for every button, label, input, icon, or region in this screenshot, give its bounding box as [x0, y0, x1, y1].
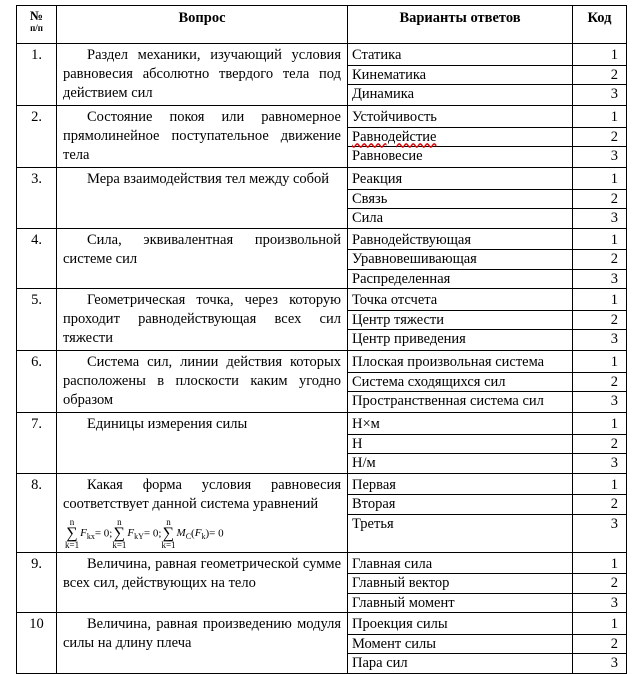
question-text: Величина, равная произведению модуля силы на длину плеча [63, 616, 341, 651]
answer-code: 3 [610, 86, 618, 102]
question-cell [57, 228, 348, 289]
sigma-glyph: ∑ [162, 524, 175, 542]
equals-zero: = 0; [143, 527, 162, 540]
answer-option: Пара сил [352, 655, 408, 671]
paren-open: ( [191, 527, 195, 540]
row-number: 9. [17, 552, 57, 613]
answer-option: Статика [348, 46, 572, 66]
codes-cell [573, 552, 627, 613]
header-question: Вопрос [57, 6, 348, 44]
answer-code: 2 [573, 66, 626, 86]
term-fk [194, 527, 206, 542]
answer-code: 2 [573, 311, 626, 331]
header-code: Код [573, 6, 627, 44]
answer-option: Реакция [348, 170, 572, 190]
answer-code: 3 [610, 210, 618, 226]
answer-option: Н/м [352, 455, 376, 471]
answer-option: Главный момент [352, 594, 455, 611]
header-answers: Варианты ответов [348, 6, 573, 44]
question-text: Раздел механики, изучающий условия равновесия абсолютно твердого тела под действием сил [63, 47, 341, 101]
term-moment-symbol: M [176, 527, 186, 540]
row-number: 3. [17, 168, 57, 229]
question-cell [57, 413, 348, 474]
answer-option: Равновесие [352, 148, 423, 164]
answers-cell [348, 44, 573, 106]
sum-lower-limit: k=1 [112, 539, 127, 550]
table-body [17, 44, 627, 674]
sum-symbol [161, 518, 175, 550]
row-number: 7. [17, 413, 57, 474]
answer-option: Третья [352, 515, 394, 532]
table-row [17, 473, 627, 552]
answer-option: Уравновешивающая [348, 250, 572, 270]
table-row [17, 289, 627, 351]
sum-upper-limit: n [117, 516, 122, 527]
answer-option: Главная сила [348, 555, 572, 575]
answer-option: Центр приведения [352, 331, 466, 347]
table-row [17, 106, 627, 168]
header-num-sub: п/п [30, 23, 43, 33]
answers-cell [348, 613, 573, 674]
question-cell [57, 613, 348, 674]
question-text: Единицы измерения силы [87, 416, 248, 432]
table-row [17, 228, 627, 289]
answers-cell [348, 289, 573, 351]
answer-option: Проекция силы [348, 615, 572, 635]
answer-code: 2 [573, 435, 626, 455]
answer-code: 3 [610, 270, 618, 287]
question-text: Какая форма условия равновесия соответствует данной система уравнений [63, 476, 341, 512]
question-cell [57, 552, 348, 613]
answer-option: Главный вектор [348, 574, 572, 594]
term-fy-symbol: F [127, 527, 135, 540]
answer-option: Вторая [348, 495, 572, 515]
answer-code: 3 [610, 455, 618, 471]
codes-cell [573, 106, 627, 168]
answers-cell [348, 473, 573, 552]
header-row [17, 6, 627, 44]
answer-option: Момент силы [348, 635, 572, 655]
answer-option: Плоская произвольная система [348, 353, 572, 373]
codes-cell [573, 413, 627, 474]
answer-code: 2 [573, 373, 626, 393]
answer-option: Н×м [348, 415, 572, 435]
question-cell [57, 289, 348, 351]
answers-cell [348, 106, 573, 168]
sum-symbol [112, 518, 126, 550]
answer-code: 2 [573, 574, 626, 594]
row-number: 4. [17, 228, 57, 289]
row-number: 10 [17, 613, 57, 674]
row-number: 8. [17, 473, 57, 552]
answer-option: Центр тяжести [348, 311, 572, 331]
answer-option: Распределенная [352, 270, 451, 287]
row-number: 5. [17, 289, 57, 351]
codes-cell [573, 289, 627, 351]
question-cell [57, 106, 348, 168]
sum-upper-limit: n [69, 516, 75, 527]
paren-close: ) [205, 527, 210, 540]
answer-option: Устойчивость [348, 108, 572, 128]
answer-code: 3 [610, 655, 618, 671]
sum-lower-limit: k=1 [65, 539, 80, 550]
term-moment [176, 527, 192, 542]
answer-code: 1 [573, 615, 626, 635]
table-row [17, 44, 627, 106]
answer-option: Связь [348, 190, 572, 210]
row-number: 6. [17, 351, 57, 413]
answer-option: Н [348, 435, 572, 455]
header-num [17, 6, 57, 44]
answer-code: 1 [573, 555, 626, 575]
answers-cell [348, 168, 573, 229]
equilibrium-formula [63, 518, 341, 550]
answer-code: 2 [573, 190, 626, 210]
answer-option: Первая [348, 476, 572, 496]
equals-zero-final: = 0 [209, 527, 224, 540]
equals-zero: = 0; [94, 527, 113, 540]
table-row [17, 613, 627, 674]
answer-code: 2 [573, 128, 626, 148]
answer-code: 2 [573, 495, 626, 515]
test-table [16, 5, 627, 674]
term-fx-symbol: F [80, 527, 87, 540]
answer-code: 3 [610, 331, 618, 347]
answers-cell [348, 228, 573, 289]
codes-cell [573, 44, 627, 106]
sigma-glyph: ∑ [66, 524, 78, 542]
answer-code: 1 [573, 353, 626, 373]
codes-cell [573, 168, 627, 229]
answer-code: 1 [573, 476, 626, 496]
question-text: Геометрическая точка, через которую проходит равнодействующая всех сил тяжести [63, 292, 341, 346]
answer-code: 1 [573, 46, 626, 66]
question-text: Мера взаимодействия тел между собой [87, 171, 330, 187]
answer-option: Динамика [352, 86, 415, 102]
header-num-symbol: № [29, 8, 44, 23]
question-cell [57, 168, 348, 229]
answer-code: 2 [573, 635, 626, 655]
answer-code: 2 [573, 250, 626, 270]
answer-code: 1 [573, 108, 626, 128]
answer-code: 3 [610, 393, 618, 409]
codes-cell [573, 473, 627, 552]
term-fx-index: kx [86, 532, 95, 542]
answer-code: 1 [573, 170, 626, 190]
question-text: Состояние покоя или равномерное прямолинейное поступательное движение тела [63, 109, 341, 163]
answer-option: Сила [352, 210, 384, 226]
sum-lower-limit: k=1 [161, 539, 176, 550]
term-moment-index: C [185, 532, 192, 542]
sum-symbol [65, 518, 79, 550]
term-fy-index: kY [134, 532, 144, 542]
sigma-glyph: ∑ [113, 524, 126, 542]
term-fx [80, 527, 95, 542]
answer-code: 3 [610, 148, 618, 164]
answer-code: 1 [573, 231, 626, 251]
table-row [17, 168, 627, 229]
table-row [17, 552, 627, 613]
answers-cell [348, 552, 573, 613]
answer-option: Кинематика [348, 66, 572, 86]
question-text: Сила, эквивалентная произвольной системе сил [63, 231, 341, 267]
answers-cell [348, 351, 573, 413]
term-fy [127, 527, 144, 542]
codes-cell [573, 351, 627, 413]
question-cell [57, 351, 348, 413]
answer-code: 3 [610, 594, 618, 611]
question-cell [57, 473, 348, 552]
row-number: 1. [17, 44, 57, 106]
answers-cell [348, 413, 573, 474]
row-number: 2. [17, 106, 57, 168]
codes-cell [573, 228, 627, 289]
answer-option: Пространственная система сил [352, 393, 544, 409]
question-text: Система сил, линии действия которых расположены в плоскости каким угодно образом [63, 354, 341, 408]
question-cell [57, 44, 348, 106]
answer-option: Система сходящихся сил [348, 373, 572, 393]
table-row [17, 413, 627, 474]
term-fk-index: k [201, 532, 206, 542]
answer-code: 1 [573, 415, 626, 435]
term-fk-symbol: F [194, 527, 202, 540]
table-row [17, 351, 627, 413]
answer-code: 1 [573, 291, 626, 311]
codes-cell [573, 613, 627, 674]
question-text: Величина, равная геометрической сумме всех сил, действующих на тело [63, 555, 341, 591]
answer-option: Точка отсчета [348, 291, 572, 311]
answer-option: Равнодейстие [348, 128, 572, 148]
sum-upper-limit: n [166, 516, 171, 527]
answer-option: Равнодействующая [348, 231, 572, 251]
answer-code: 3 [610, 515, 618, 532]
